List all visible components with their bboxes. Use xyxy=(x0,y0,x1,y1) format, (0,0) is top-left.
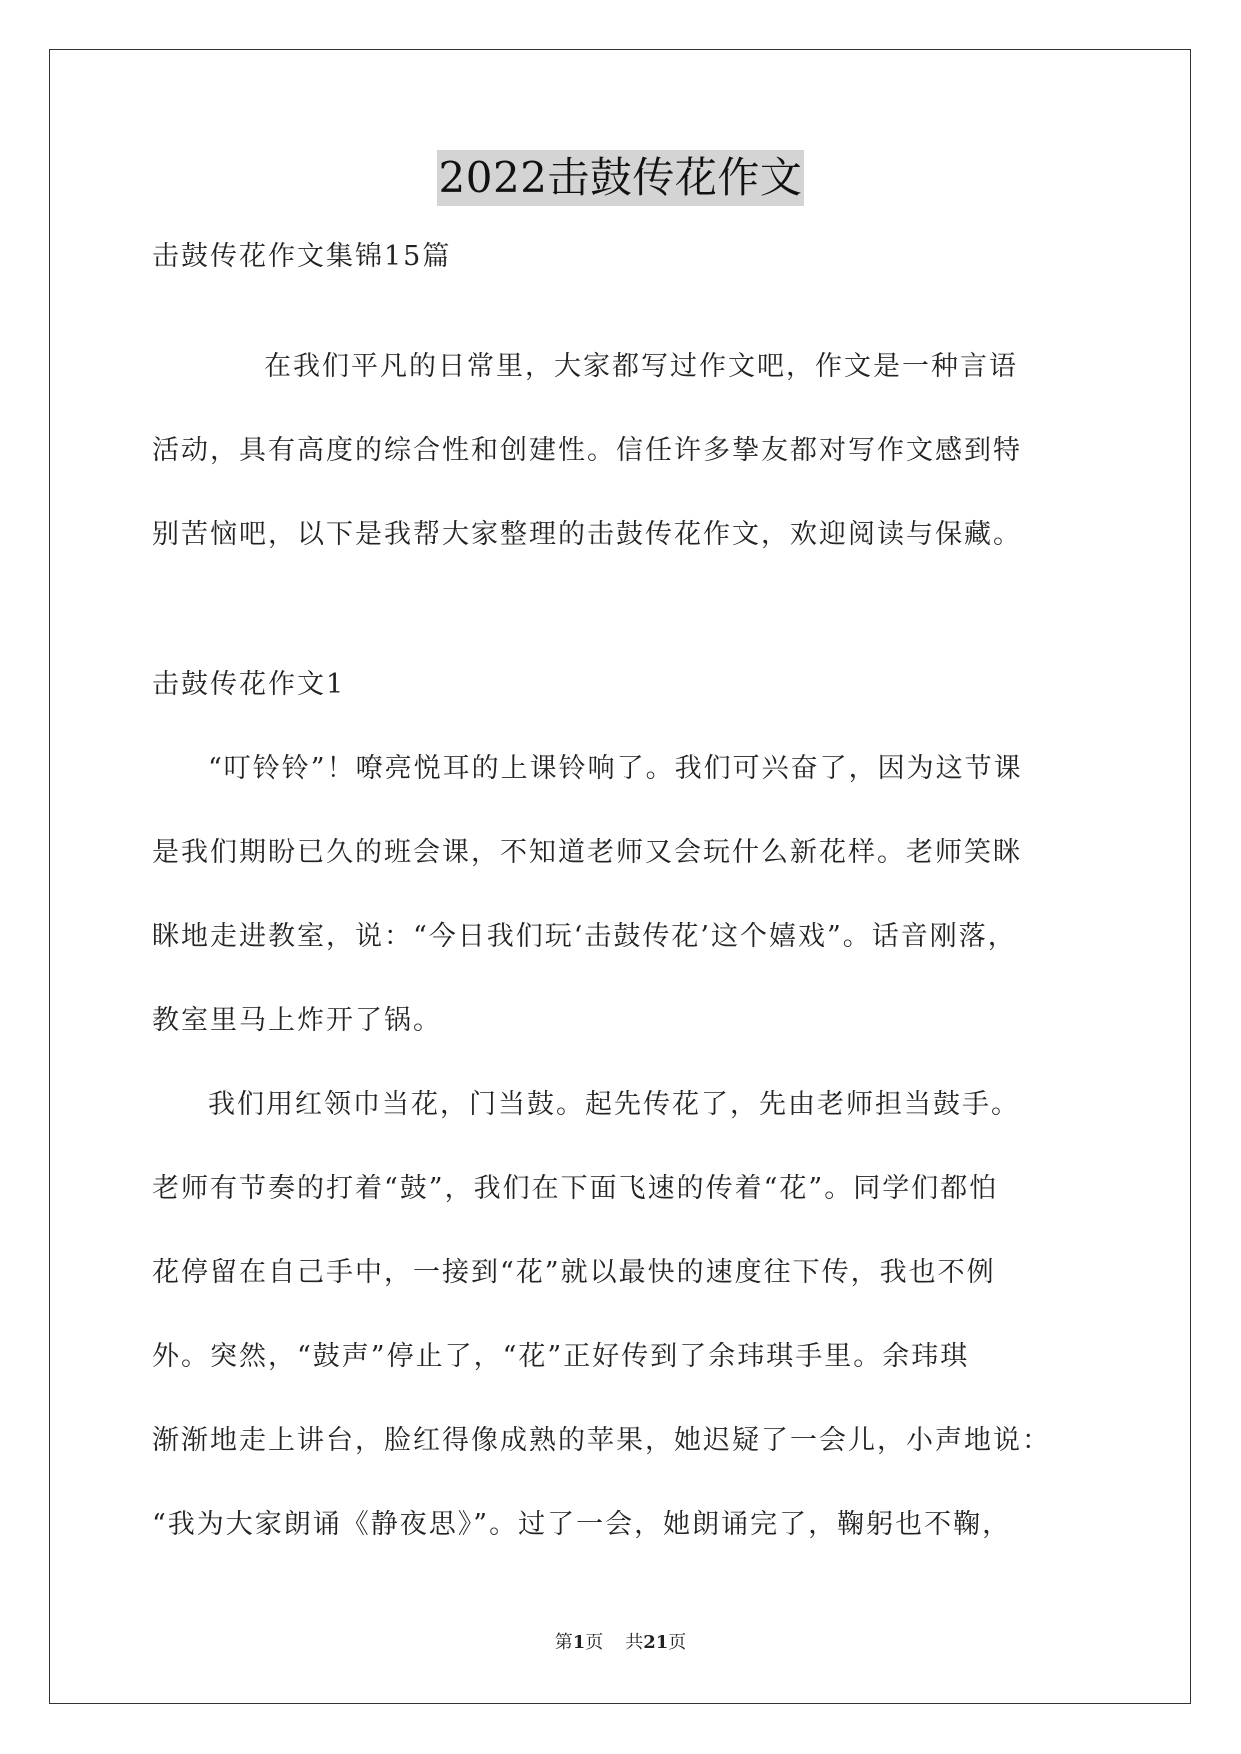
document-body xyxy=(152,232,1088,1584)
paragraph-line: “我为大家朗诵《静夜思》”。过了一会，她朗诵完了，鞠躬也不鞠， xyxy=(152,1509,1012,1540)
paragraph-line: 花停留在自己手中，一接到“花”就以最快的速度往下传，我也不例 xyxy=(152,1257,996,1288)
paragraph-line: 外。突然，“鼓声”停止了，“花”正好传到了余玮琪手里。余玮琪 xyxy=(152,1341,970,1372)
intro-line: 活动，具有高度的综合性和创建性。信任许多挚友都对写作文感到特 xyxy=(152,435,1022,466)
paragraph-line: “叮铃铃”！嘹亮悦耳的上课铃响了。我们可兴奋了，因为这节课 xyxy=(208,753,1023,784)
document-subtitle: 击鼓传花作文集锦15篇 xyxy=(152,241,452,272)
page-footer xyxy=(0,1628,1241,1654)
total-prefix: 共 xyxy=(625,1632,644,1653)
total-pages: 21 xyxy=(643,1632,669,1653)
title-container xyxy=(0,150,1241,206)
paragraph-line: 老师有节奏的打着“鼓”，我们在下面飞速的传着“花”。同学们都怕 xyxy=(152,1173,999,1204)
page-prefix: 第 xyxy=(554,1632,573,1653)
page-suffix: 页 xyxy=(585,1632,604,1653)
paragraph-line: 眯地走进教室，说：“今日我们玩‘击鼓传花’这个嬉戏”。话音刚落， xyxy=(152,921,1017,952)
spacer xyxy=(152,594,1088,660)
paragraph-line: 我们用红领巾当花，门当鼓。起先传花了，先由老师担当鼓手。 xyxy=(208,1089,1020,1120)
intro-line: 别苦恼吧，以下是我帮大家整理的击鼓传花作文，欢迎阅读与保藏。 xyxy=(152,519,1022,550)
paragraph-line: 是我们期盼已久的班会课，不知道老师又会玩什么新花样。老师笑眯 xyxy=(152,837,1022,868)
section-heading: 击鼓传花作文1 xyxy=(152,669,346,700)
page-number: 1 xyxy=(572,1632,586,1653)
document-title: 2022击鼓传花作文 xyxy=(437,150,805,206)
paragraph-line: 教室里马上炸开了锅。 xyxy=(152,1005,442,1036)
paragraph-line: 渐渐地走上讲台，脸红得像成熟的苹果，她迟疑了一会儿，小声地说： xyxy=(152,1425,1051,1456)
intro-line: 在我们平凡的日常里，大家都写过作文吧，作文是一种言语 xyxy=(264,351,1018,382)
total-suffix: 页 xyxy=(668,1632,687,1653)
